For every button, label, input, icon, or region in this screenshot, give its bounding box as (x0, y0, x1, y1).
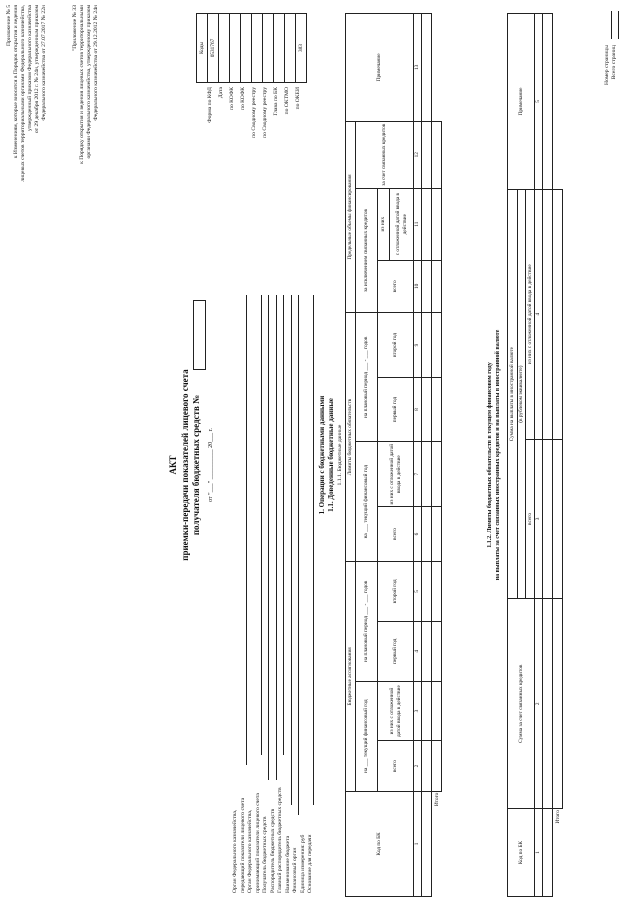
col-num: 8 (414, 377, 422, 442)
underline (313, 295, 314, 805)
section-1-heading (318, 305, 336, 605)
code-value (285, 14, 296, 83)
act-date: от "___" __________ 20___ г. (208, 428, 214, 502)
col-current-year: на ___ текущий финансовый год (356, 442, 378, 562)
field-label: передающий показатели лицевого счета (239, 797, 246, 893)
code-label: по КОФК (229, 87, 235, 111)
underline (276, 295, 277, 780)
total-pages-label: Всего страниц (610, 45, 617, 80)
appendix-line: утвержденный приказом Федерального казначейства (26, 5, 33, 131)
field-label: Главный распорядитель бюджетных средств (277, 787, 283, 893)
col-total: всего (378, 507, 414, 562)
code-value (274, 14, 285, 83)
codes-table (196, 13, 307, 83)
appendix-33-header (72, 5, 100, 345)
code-value (241, 14, 252, 83)
col-total: всего (378, 260, 414, 313)
col-foreign-sum: Сумма на выплаты в иностранной валюте (508, 189, 518, 599)
title-line: приемки-передачи показателей лицевого счета (179, 369, 190, 561)
col-num: 2 (414, 741, 422, 791)
table-row (543, 14, 553, 897)
code-value: 0531767 (208, 14, 219, 83)
col-num: 10 (414, 260, 422, 313)
col-linked-credits: за счет связанных кредитов (356, 121, 414, 188)
col-num: 1 (535, 809, 543, 897)
underline (283, 295, 284, 755)
section-title: 1. Операции с бюджетными данными (318, 395, 326, 515)
field-label: Финансовый орган (292, 847, 298, 893)
col-header-kbk: Код по БК (346, 791, 414, 896)
col-num: 2 (535, 599, 543, 809)
col-rub-equivalent: (в рублевом эквиваленте) (518, 189, 526, 599)
col-deferred: из них с отложенной датой ввода в действие (378, 681, 414, 741)
col-deferred: из них с отложенной датой ввода в действие (526, 189, 535, 439)
codes-labels (196, 87, 306, 265)
budget-data-table (345, 13, 442, 897)
appendix-line: Приложение № 5 (6, 5, 12, 46)
appendix-line: к Изменениям, которые вносятся в Порядок открытия и ведения (12, 5, 19, 159)
col-num: 7 (414, 442, 422, 507)
code-value (252, 14, 263, 83)
col-current-year: на ___ текущий финансовый год (356, 681, 378, 791)
col-num: 5 (535, 14, 543, 190)
column-numbers-row (535, 14, 543, 897)
code-value (219, 14, 230, 83)
field-label: Орган Федерального казначейства, (232, 809, 238, 893)
col-of-them: из них (378, 188, 390, 260)
col-group-financing: Предельные объемы финансирования (346, 121, 356, 312)
code-label: Дата (218, 87, 224, 99)
field-label: Единица измерения: руб (299, 834, 306, 893)
underline (268, 295, 269, 780)
field-label: Основание для передачи (307, 834, 313, 893)
code-label: Форма по КФД (207, 87, 213, 123)
page-number-line (611, 11, 612, 39)
appendix-line: от 29 декабря 2012 г. № 24н, утвержденным приказом (33, 5, 40, 134)
col-num: 3 (535, 439, 543, 599)
code-label: по КОФК (240, 87, 246, 111)
appendix-5-header (6, 5, 48, 345)
field-label: Наименование бюджета (284, 835, 291, 893)
col-num: 6 (414, 507, 422, 562)
col-deferred: с отложенной датой ввода в действие (390, 188, 414, 260)
col-excl-linked: за исключением связанных кредитов (356, 188, 378, 312)
left-labels (232, 693, 315, 893)
section-112-heading (487, 255, 502, 655)
appendix-line: лицевых счетов территориальными органами Федерального казначейства, (19, 5, 26, 182)
code-value (230, 14, 241, 83)
total-row (553, 14, 563, 897)
section-subtitle: 1.1. Доведенные бюджетные данные (326, 398, 335, 512)
underline (246, 295, 247, 765)
col-num: 13 (414, 14, 422, 122)
total-pages-line (618, 11, 619, 39)
code-label: Глава по БК (273, 87, 279, 116)
col-group-budget: Бюджетные ассигнования (346, 562, 356, 792)
section-title: 1.1.2. Лимиты бюджетных обязательств в текущем финансовом году (487, 362, 493, 548)
col-second-year: второй год (378, 313, 414, 378)
col-total: всего (378, 741, 414, 791)
code-label: по Сводному реестру (251, 87, 257, 138)
col-header-note: Примечание (346, 14, 414, 122)
underline (291, 295, 292, 805)
field-label: Орган Федерального казначейства, (247, 809, 253, 893)
col-first-year: первый год (378, 377, 414, 442)
col-first-year: первый год (378, 621, 414, 681)
col-num: 5 (414, 562, 422, 622)
field-label: Получатель бюджетных средств (262, 816, 268, 893)
col-header-kbk: Код по БК (508, 809, 535, 897)
section-sub-subtitle: 1.1.1. Бюджетные данные (337, 424, 343, 486)
total-row (432, 14, 442, 897)
code-value (263, 14, 274, 83)
col-planned-period: на плановый период ___ - ___ годов (356, 562, 378, 682)
col-num: 11 (414, 188, 422, 260)
section-title: на выплаты за счет связанных иностранных кредитов и на выплаты в иностранной валюте (494, 329, 501, 581)
code-label: по Сводному реестру (262, 87, 268, 138)
col-num: 3 (414, 681, 422, 741)
appendix-line: органами Федерального казначейства, утвержденному приказом (85, 5, 92, 159)
underline (298, 295, 299, 815)
col-num: 9 (414, 313, 422, 378)
code-label: по ОКТМО (284, 87, 290, 115)
title-line: АКТ (168, 455, 178, 475)
account-number-box (193, 300, 206, 370)
col-deferred: из них с отложенной датой ввода в действие (378, 442, 414, 507)
code-value: 383 (296, 14, 307, 83)
col-num: 12 (414, 121, 422, 188)
col-planned-period: на плановый период ___ - ___ годов (356, 313, 378, 442)
col-linked-sum: Сумма за счет связанных кредитов (508, 599, 535, 809)
col-header-note: Примечание (508, 14, 535, 190)
column-numbers-row (414, 14, 422, 897)
col-second-year: второй год (378, 562, 414, 622)
col-num: 4 (414, 621, 422, 681)
codes-header: Коды (197, 14, 208, 83)
appendix-line: Федерального казначейства от 29.12.2012 № 24н (92, 5, 99, 121)
col-num: 4 (535, 189, 543, 439)
field-label: Распорядитель бюджетных средств (269, 808, 276, 893)
code-label: по ОКЕИ (295, 87, 301, 110)
total-label: Итого (554, 810, 561, 824)
appendix-line: Федерального казначейства от 27.07.2017 № 22н (40, 5, 47, 121)
foreign-credits-table (507, 13, 563, 897)
col-total: всего (526, 439, 535, 599)
underline (261, 295, 262, 755)
field-label: принимающий показатели лицевого счета (254, 793, 261, 893)
total-label: Итого (433, 792, 440, 807)
page-footer (604, 45, 618, 165)
col-group-limits: Лимиты бюджетных обязательств (346, 313, 356, 562)
col-num: 1 (414, 791, 422, 896)
title-line: получателя бюджетных средств № (191, 394, 202, 536)
table-row (422, 14, 432, 897)
page-number-label: Номер страницы (604, 45, 610, 85)
appendix-line: к Порядку открытия и ведения лицевых счетов территориальными (78, 5, 85, 164)
appendix-line: "Приложение № 33 (72, 5, 78, 52)
